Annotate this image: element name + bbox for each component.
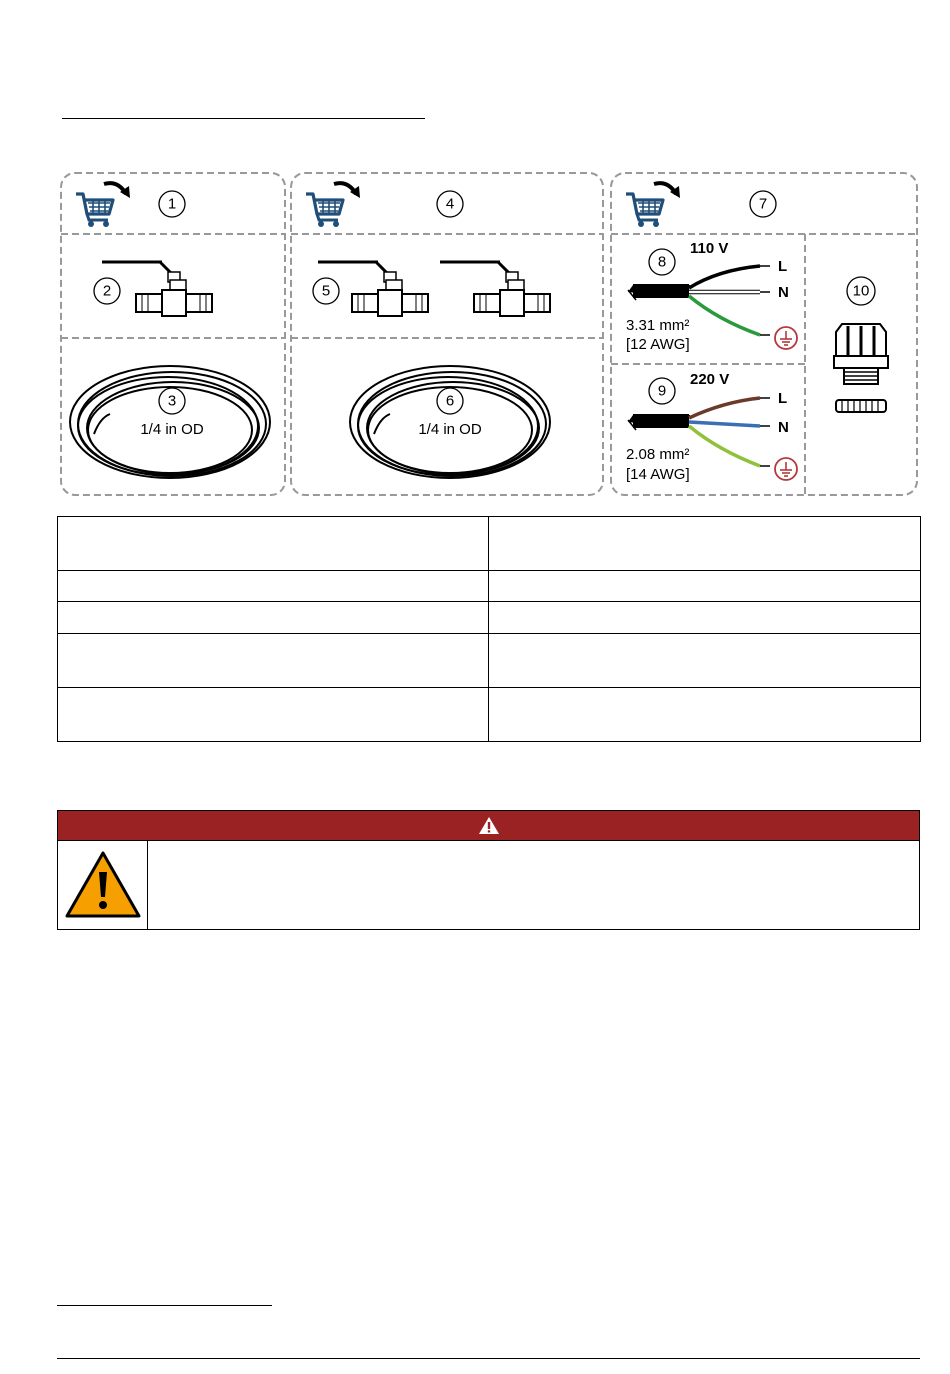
cable-110-neutral: N: [778, 284, 789, 301]
shopping-cart-icon: [306, 183, 360, 227]
table-cell: [489, 602, 921, 634]
warning-icon-cell: [58, 841, 148, 929]
callout-9: 9: [657, 382, 667, 400]
table-cell: [58, 602, 489, 634]
cable-220-neutral: N: [778, 419, 789, 436]
table-cell: [489, 688, 921, 742]
table-row: [58, 517, 921, 571]
table-cell: [58, 634, 489, 688]
table-row: [58, 634, 921, 688]
footnote-rule: [57, 1305, 272, 1306]
heading-rule: [62, 118, 425, 119]
warning-header: [58, 811, 919, 841]
cable-220-gauge: [14 AWG]: [626, 466, 690, 483]
parts-table: [57, 516, 921, 742]
warning-hazard-icon: [64, 850, 142, 920]
table-cell: [58, 571, 489, 602]
ground-symbol-icon: [775, 327, 797, 349]
table-cell: [58, 517, 489, 571]
callout-8: 8: [657, 253, 667, 271]
cable-110-size: 3.31 mm²: [626, 317, 690, 334]
cable-110-gauge: [12 AWG]: [626, 336, 690, 353]
cable-220-line: L: [778, 390, 788, 407]
cable-110-voltage: 110 V: [690, 240, 729, 257]
tubing-label-6: 1/4 in OD: [418, 421, 482, 438]
table-cell: [489, 571, 921, 602]
table-row: [58, 571, 921, 602]
cable-110-line: L: [778, 258, 788, 275]
callout-1: 1: [167, 195, 177, 213]
shopping-cart-icon: [626, 183, 680, 227]
table-cell: [58, 688, 489, 742]
strain-relief-icon: [834, 324, 888, 412]
warning-box: [57, 810, 920, 930]
callout-10: 10: [852, 282, 870, 300]
callout-3: 3: [167, 392, 177, 410]
table-row: [58, 602, 921, 634]
warning-triangle-icon: [478, 816, 500, 835]
table-cell: [489, 517, 921, 571]
table-cell: [489, 634, 921, 688]
ball-valve-icon: [440, 262, 550, 316]
callout-6: 6: [445, 392, 455, 410]
callout-2: 2: [102, 282, 112, 300]
callout-4: 4: [445, 195, 455, 213]
tubing-label-3: 1/4 in OD: [140, 421, 204, 438]
callout-5: 5: [321, 282, 331, 300]
warning-text: [148, 841, 919, 929]
table-row: [58, 688, 921, 742]
cable-220-size: 2.08 mm²: [626, 446, 690, 463]
cable-220-voltage: 220 V: [690, 371, 730, 388]
parts-figure: [58, 170, 920, 498]
footer-rule: [57, 1358, 920, 1359]
shopping-cart-icon: [76, 183, 130, 227]
callout-7: 7: [758, 195, 768, 213]
ground-symbol-icon: [775, 458, 797, 480]
